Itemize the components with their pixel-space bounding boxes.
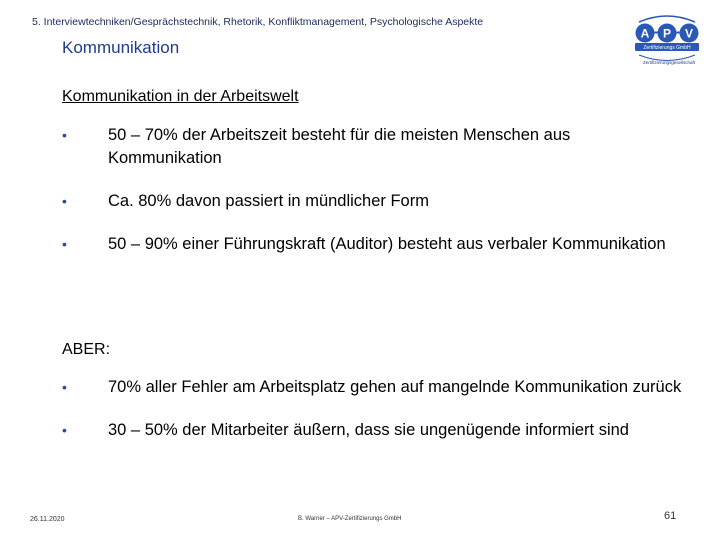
list-item (62, 376, 682, 399)
footer-author: B. Warner – APV-Zertifizierungs GmbH (298, 516, 402, 522)
logo-letter-a: A (640, 26, 650, 41)
list-item-text: Ca. 80% davon passiert in mündlicher Form (108, 192, 429, 210)
logo-letter-p: P (662, 26, 672, 41)
list-item-text: 30 – 50% der Mitarbeiter äußern, dass sie ungenügende informiert sind (108, 421, 629, 439)
bullet-list-2 (62, 376, 682, 462)
logo-arc-icon (639, 16, 695, 22)
footer-date: 26.11.2020 (30, 516, 65, 523)
slide-number: 61 (664, 510, 677, 522)
bullet-icon: • (62, 193, 67, 209)
list-item (62, 419, 682, 442)
list-item (62, 124, 682, 170)
page-title: Kommunikation (62, 38, 180, 57)
bullet-list-1 (62, 124, 682, 276)
list-item-text: 70% aller Fehler am Arbeitsplatz gehen auf mangelnde Kommunikation zurück (108, 378, 682, 396)
apv-logo (625, 8, 709, 76)
list-item (62, 233, 682, 256)
logo-tagline: Zertifizierungsgesellschaft (642, 60, 696, 65)
list-item-text: 50 – 90% einer Führungskraft (Auditor) besteht aus verbaler Kommunikation (108, 235, 666, 253)
section-heading-aber: ABER: (62, 341, 111, 358)
list-item-text: 50 – 70% der Arbeitszeit besteht für die meisten Menschen aus Kommunikation (108, 126, 571, 167)
bullet-icon: • (62, 127, 67, 143)
bullet-icon: • (62, 379, 67, 395)
breadcrumb: 5. Interviewtechniken/Gesprächstechnik, Rhetorik, Konfliktmanagement, Psychologische Aspekte (32, 16, 484, 28)
list-item (62, 190, 682, 213)
section-heading: Kommunikation in der Arbeitswelt (62, 88, 299, 105)
logo-letter-v: V (684, 26, 694, 41)
bullet-icon: • (62, 236, 67, 252)
bullet-icon: • (62, 422, 67, 438)
logo-subtitle: Zertifizierungs GmbH (643, 45, 691, 51)
